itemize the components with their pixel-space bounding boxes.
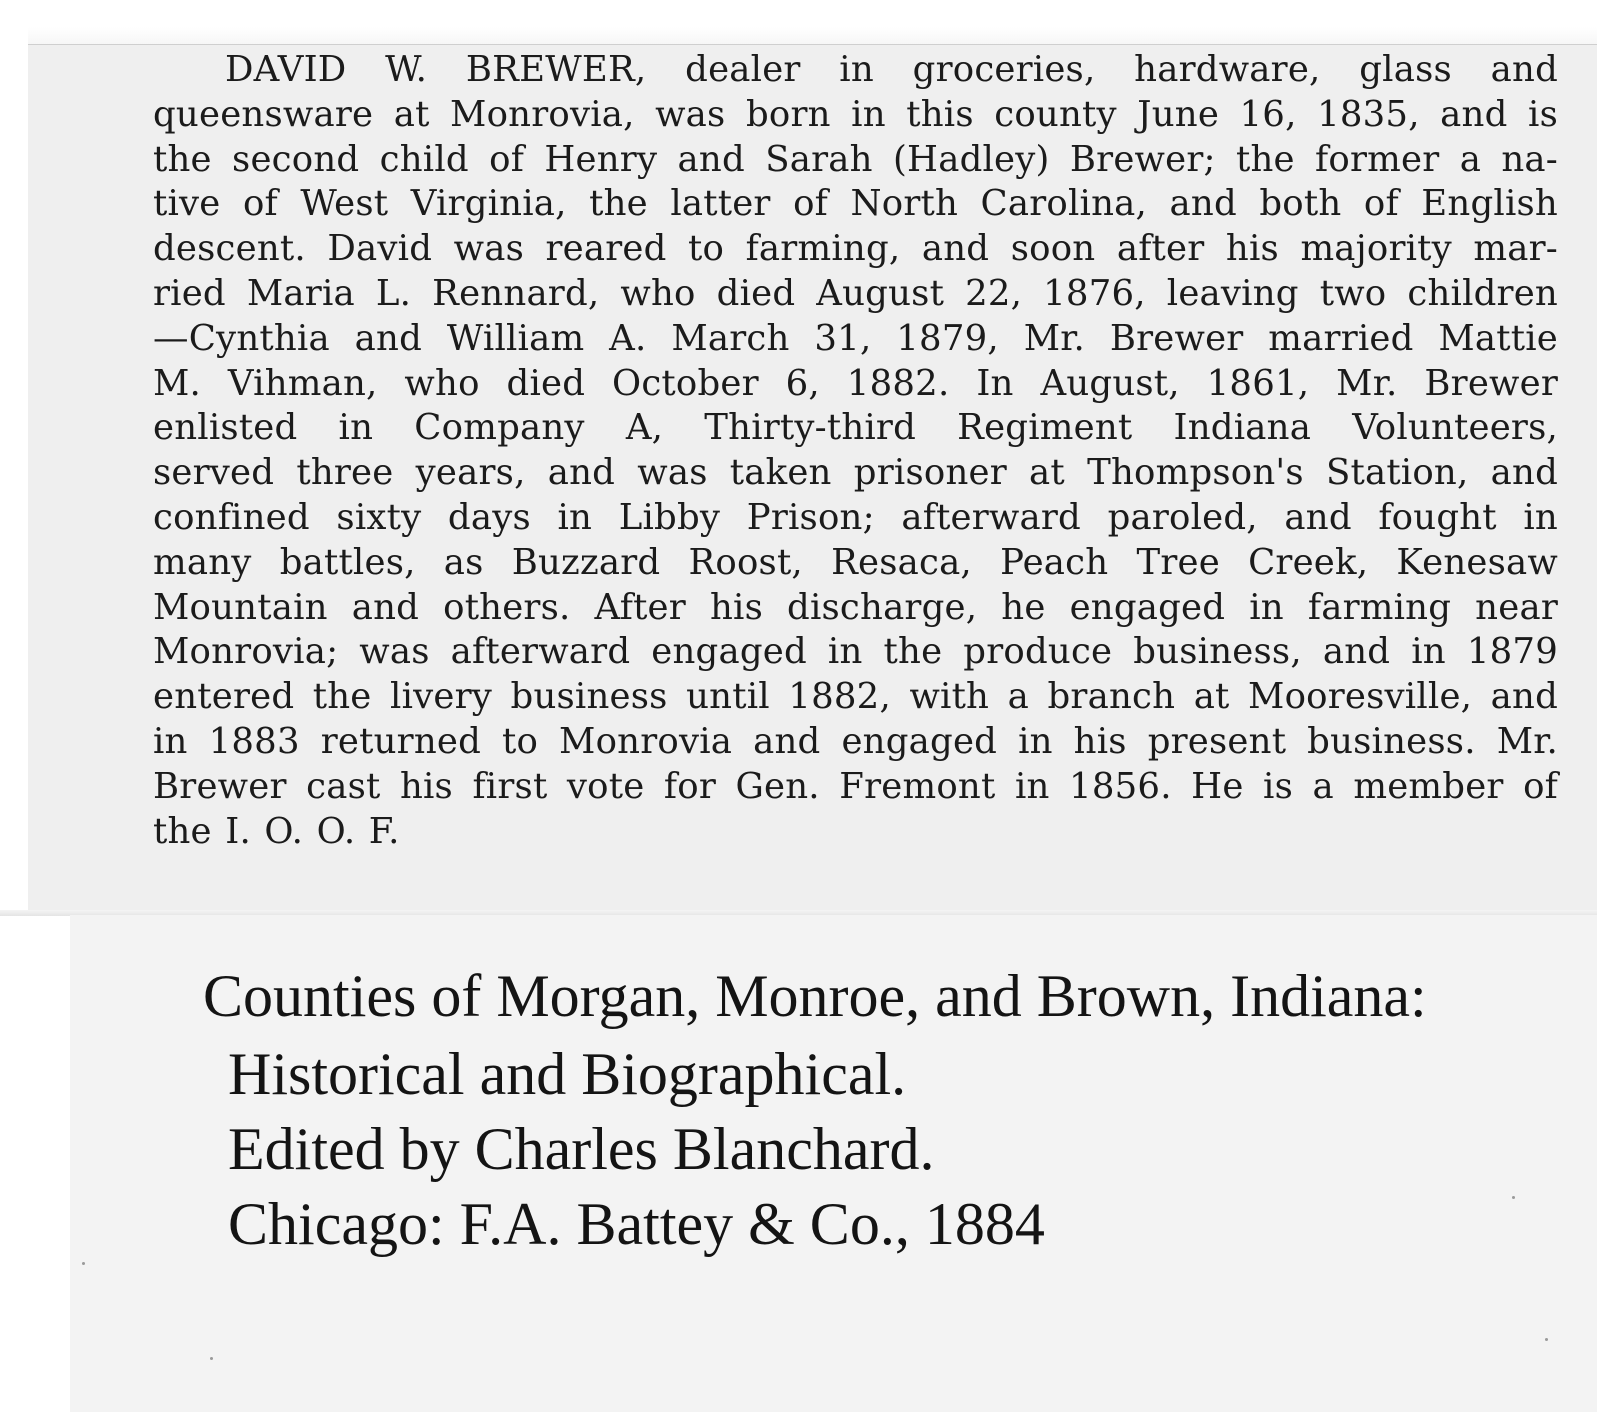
biography-line: confined sixty days in Libby Prison; afterward paroled, and fought in [153,496,1558,538]
biography-line: tive of West Virginia, the latter of North Carolina, and both of English [153,183,1558,225]
paper-speck [82,1262,85,1265]
paper-speck [210,1357,213,1360]
citation-editor: Edited by Charles Blanchard. [228,1116,935,1182]
citation-subtitle: Historical and Biographical. [228,1041,907,1107]
biography-line: the I. O. O. F. [153,810,400,852]
biography-line: enlisted in Company A, Thirty-third Regiment Indiana Volunteers, [153,407,1558,449]
biography-paragraph [153,48,1558,854]
biography-line: ried Maria L. Rennard, who died August 22, 1876, leaving two children [153,272,1558,314]
biography-line: descent. David was reared to farming, and soon after his majority mar- [153,228,1558,270]
biography-line: the second child of Henry and Sarah (Hadley) Brewer; the former a na- [153,138,1558,180]
clipping-top-edge [28,0,1597,45]
biography-line: Monrovia; was afterward engaged in the produce business, and in 1879 [153,631,1558,673]
biography-line: in 1883 returned to Monrovia and engaged in his present business. Mr. [153,720,1558,762]
biography-line: DAVID W. BREWER, dealer in groceries, hardware, glass and [225,49,1558,90]
biography-line: Mountain and others. After his discharge, he engaged in farming near [153,586,1558,628]
biography-line: Brewer cast his first vote for Gen. Fremont in 1856. He is a member of [153,765,1558,807]
citation-title: Counties of Morgan, Monroe, and Brown, Indiana: [203,963,1427,1029]
biography-line: —Cynthia and William A. March 31, 1879, Mr. Brewer married Mattie [153,317,1558,359]
citation-publisher: Chicago: F.A. Battey & Co., 1884 [228,1191,1045,1257]
biography-line: M. Vihman, who died October 6, 1882. In August, 1861, Mr. Brewer [153,362,1558,404]
biography-line: served three years, and was taken prisoner at Thompson's Station, and [153,452,1558,494]
biography-line: many battles, as Buzzard Roost, Resaca, Peach Tree Creek, Kenesaw [153,541,1558,583]
paper-speck [1545,1338,1548,1341]
biography-line: entered the livery business until 1882, with a branch at Mooresville, and [153,676,1558,718]
biography-line: queensware at Monrovia, was born in this county June 16, 1835, and is [153,93,1558,135]
paper-speck [1512,1196,1515,1199]
